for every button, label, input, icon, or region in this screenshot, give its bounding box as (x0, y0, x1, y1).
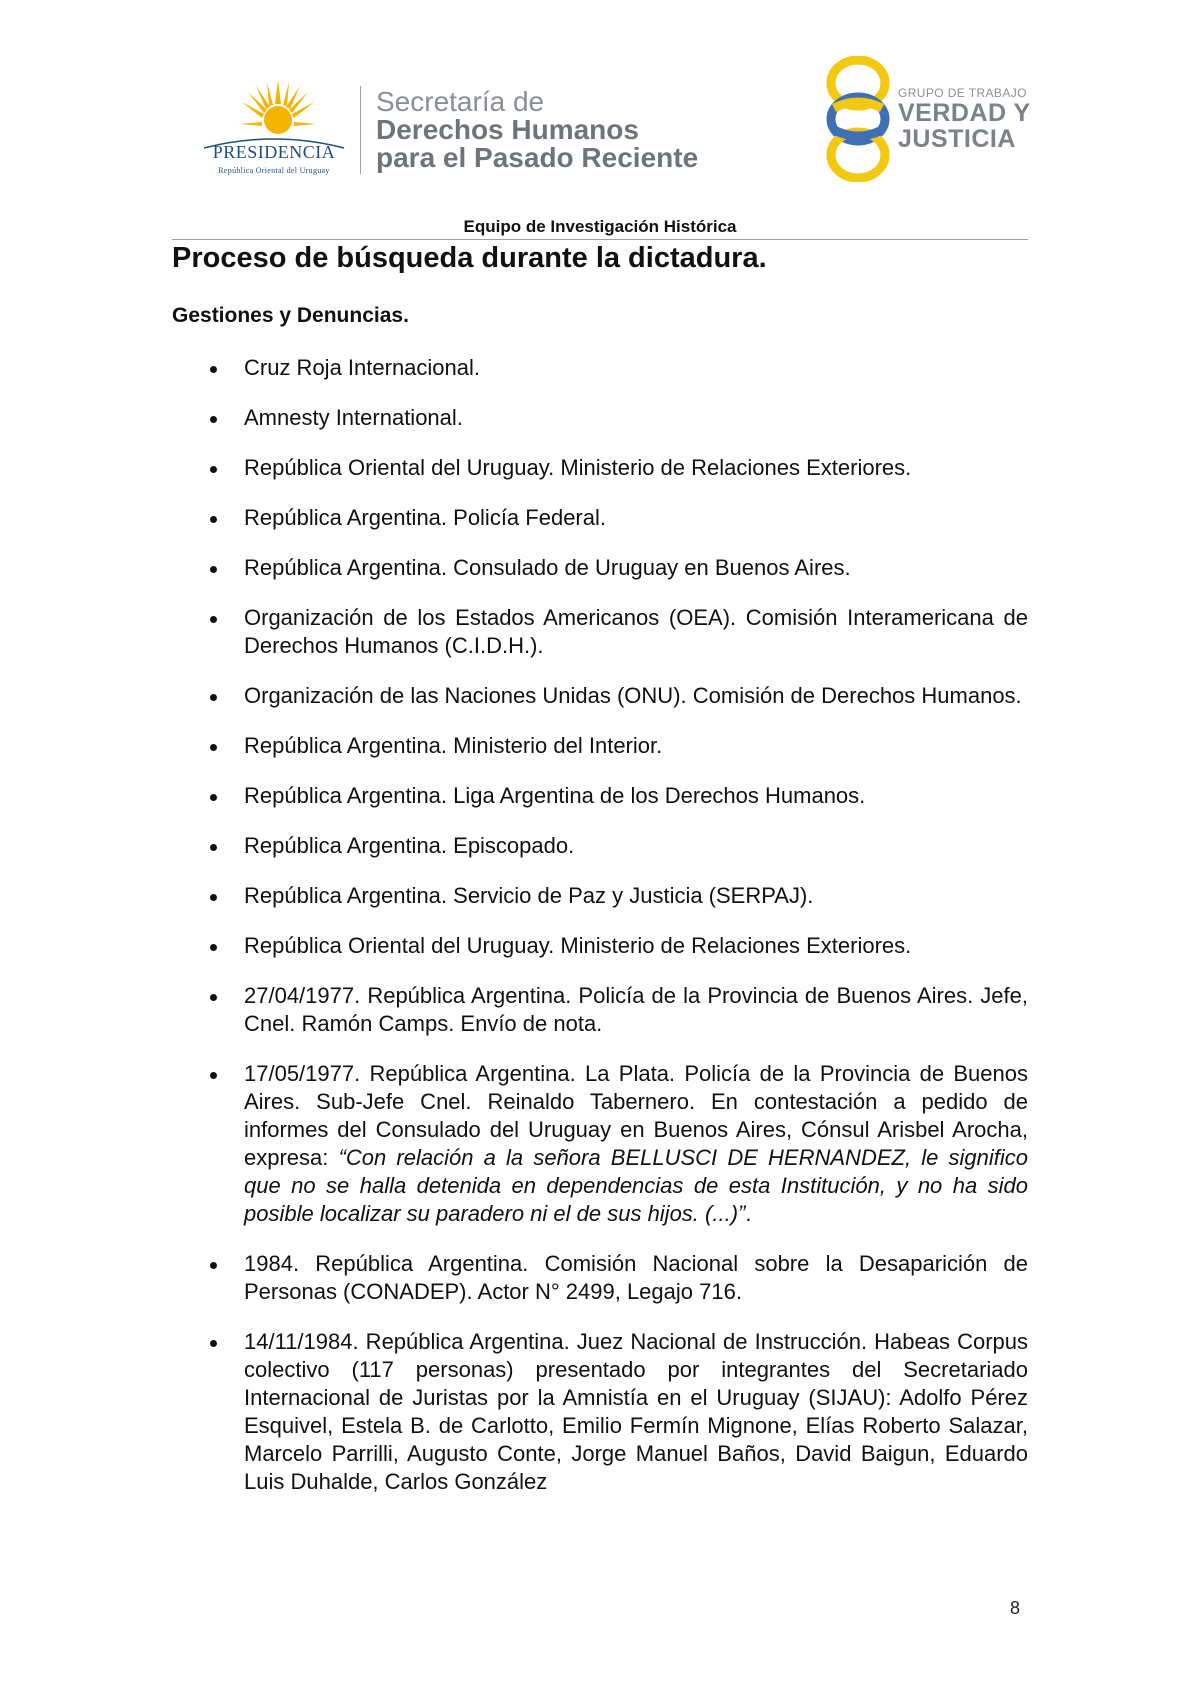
verdad-justicia-text (898, 86, 1031, 152)
list-item-text: República Argentina. Ministerio del Interior. (244, 733, 663, 758)
list-item-text: Cruz Roja Internacional. (244, 355, 481, 380)
bullet-icon (210, 794, 217, 801)
bullet-icon (210, 744, 217, 751)
list-item (172, 1060, 1028, 1228)
list-item-text: República Argentina. Servicio de Paz y Justicia (SERPAJ). (244, 883, 814, 908)
list-item-text: 1984. República Argentina. Comisión Nacional sobre la Desaparición de Personas (CONADEP). Actor N° 2499, Legajo 716. (244, 1251, 1028, 1304)
list-item (172, 782, 1028, 810)
bullet-icon (210, 1072, 217, 1079)
list-item (172, 682, 1028, 710)
bullet-icon (210, 994, 217, 1001)
section-subtitle: Gestiones y Denuncias. (172, 304, 409, 327)
bullet-icon (210, 566, 217, 573)
list-item-quote: “Con relación a la señora BELLUSCI DE HERNANDEZ, le significo que no se halla detenida en dependencias de esta Institución, y no ha sido posible localizar su paradero ni el de sus hijos. (...)” (244, 1145, 1029, 1226)
list-item-text: República Argentina. Liga Argentina de los Derechos Humanos. (244, 783, 866, 808)
list-item (172, 504, 1028, 532)
list-item (172, 1250, 1028, 1306)
list-item (172, 882, 1028, 910)
list-item-text: República Argentina. Episcopado. (244, 833, 575, 858)
secretaria-logo-text (376, 88, 716, 172)
list-item (172, 404, 1028, 432)
list-item (172, 354, 1028, 382)
bullet-icon (210, 1262, 217, 1269)
page-number: 8 (1010, 1598, 1021, 1618)
list-item-text: Organización de las Naciones Unidas (ONU). Comisión de Derechos Humanos. (244, 683, 1022, 708)
bullet-icon (210, 944, 217, 951)
presidencia-name: PRESIDENCIA (212, 142, 336, 162)
bullet-icon (210, 1340, 217, 1347)
bullet-icon (210, 366, 217, 373)
bullet-icon (210, 894, 217, 901)
bullet-icon (210, 516, 217, 523)
secretaria-line-1: Secretaría de (376, 86, 545, 117)
list-item-after: . (745, 1201, 752, 1226)
bullet-icon (210, 416, 217, 423)
list-item-text: 17/05/1977. República Argentina. La Plata. Policía de la Provincia de Buenos Aires. Sub-Jefe Cnel. Reinaldo Tabernero. En contestación a pedido de informes del Consulado del Uruguay en Buenos Aires, Cónsul Arisbel Arocha, expresa: (244, 1061, 1028, 1170)
list-item (172, 454, 1028, 482)
list-item-text: República Oriental del Uruguay. Ministerio de Relaciones Exteriores. (244, 455, 912, 480)
grupo-line-1: GRUPO DE TRABAJO (898, 86, 1027, 100)
grupo-line-2: VERDAD Y (898, 99, 1031, 127)
list-item-text: República Argentina. Policía Federal. (244, 505, 606, 530)
list-item (172, 604, 1028, 660)
list-item-text: República Oriental del Uruguay. Ministerio de Relaciones Exteriores. (244, 933, 912, 958)
header-rule (172, 239, 1028, 240)
list-item (172, 554, 1028, 582)
page-title: Proceso de búsqueda durante la dictadura. (172, 242, 767, 274)
bullet-icon (210, 616, 217, 623)
list-item-text: 14/11/1984. República Argentina. Juez Nacional de Instrucción. Habeas Corpus colectivo (117 personas) presentado por integrantes del Secretariado Internacional de Juristas por la Amnistía en el Uruguay (SIJAU): Adolfo Pérez Esquivel, Estela B. de Carlotto, Emilio Fermín Mignone, Elías Roberto Salazar, Marcelo Parrilli, Augusto Conte, Jorge Manuel Baños, David Baigun, Eduardo Luis Duhalde, Carlos González (244, 1329, 1028, 1494)
gestiones-list (172, 354, 1028, 1518)
list-item-text: República Argentina. Consulado de Uruguay en Buenos Aires. (244, 555, 851, 580)
presidencia-logo (196, 80, 352, 176)
list-item (172, 932, 1028, 960)
secretaria-line-3: para el Pasado Reciente (376, 142, 699, 173)
list-item (172, 832, 1028, 860)
secretaria-line-2: Derechos Humanos (376, 114, 639, 145)
list-item (172, 982, 1028, 1038)
list-item (172, 732, 1028, 760)
verdad-justicia-logo (822, 56, 1032, 182)
header-divider (360, 86, 361, 174)
grupo-line-3: JUSTICIA (898, 125, 1016, 153)
bullet-icon (210, 694, 217, 701)
team-heading: Equipo de Investigación Histórica (463, 217, 737, 236)
bullet-icon (210, 466, 217, 473)
list-item-text: 27/04/1977. República Argentina. Policía de la Provincia de Buenos Aires. Jefe, Cnel. Ramón Camps. Envío de nota. (244, 983, 1028, 1036)
list-item (172, 1328, 1028, 1496)
bullet-icon (210, 844, 217, 851)
list-item-text: Amnesty International. (244, 405, 463, 430)
presidencia-subtitle: República Oriental del Uruguay (218, 166, 330, 175)
list-item-text: Organización de los Estados Americanos (OEA). Comisión Interamericana de Derechos Humanos (C.I.D.H.). (244, 605, 1028, 658)
sun-icon (240, 80, 316, 140)
rings-icon (822, 56, 894, 182)
